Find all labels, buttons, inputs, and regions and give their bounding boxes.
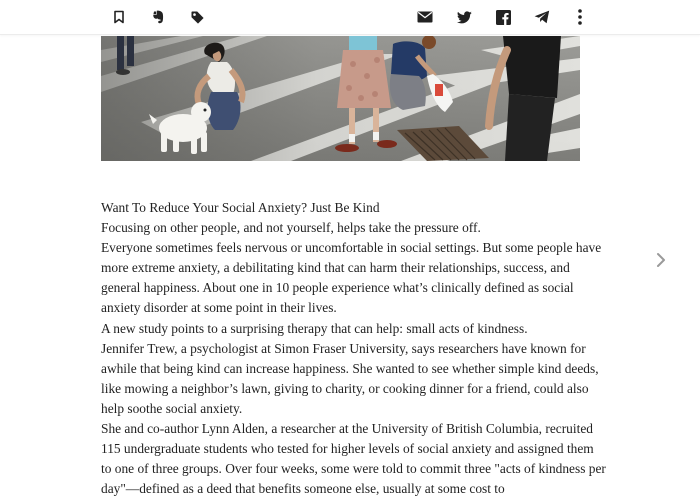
more-vertical-icon[interactable]	[570, 7, 590, 27]
article-title: Want To Reduce Your Social Anxiety? Just Be Kind	[101, 200, 380, 215]
twitter-icon[interactable]	[454, 7, 474, 27]
next-article-button[interactable]	[652, 250, 670, 270]
bookmark-icon[interactable]	[109, 7, 129, 27]
telegram-icon[interactable]	[532, 7, 552, 27]
article-paragraph: She and co-author Lynn Alden, a researcher at the University of British Columbia, recruited 115 undergraduate students who tested for higher levels of social anxiety and assigned them to one of three groups. Over four weeks, some were told to commit three "acts of kindness per day"—defined as a deed that benefits someone else, usually at some cost to	[101, 421, 606, 497]
article-body	[101, 198, 606, 499]
article-paragraph: A new study points to a surprising therapy that can help: small acts of kindness.	[101, 320, 528, 336]
article-paragraph: Jennifer Trew, a psychologist at Simon Fraser University, says researchers have known for awhile that being kind can increase happiness. She wanted to see whether simple kind deeds, like mowing a neighbor’s lawn, giving to charity, or cooking dinner for a friend, could also help soothe social anxiety.	[101, 340, 599, 416]
mail-icon[interactable]	[415, 7, 435, 27]
chevron-right-icon	[656, 252, 666, 268]
tag-icon[interactable]	[187, 7, 207, 27]
facebook-icon[interactable]	[493, 7, 513, 27]
article-paragraph: Everyone sometimes feels nervous or uncomfortable in social settings. But some people have more extreme anxiety, a debilitating kind that can harm their relationships, success, and general happiness. About one in 10 people experience what’s clinically defined as social anxiety disorder at some point in their lives.	[101, 240, 602, 316]
top-toolbar	[0, 0, 700, 35]
article-hero-image	[101, 36, 580, 161]
article-subtitle: Focusing on other people, and not yourself, helps take the pressure off.	[101, 220, 481, 236]
evernote-icon[interactable]	[148, 7, 168, 27]
